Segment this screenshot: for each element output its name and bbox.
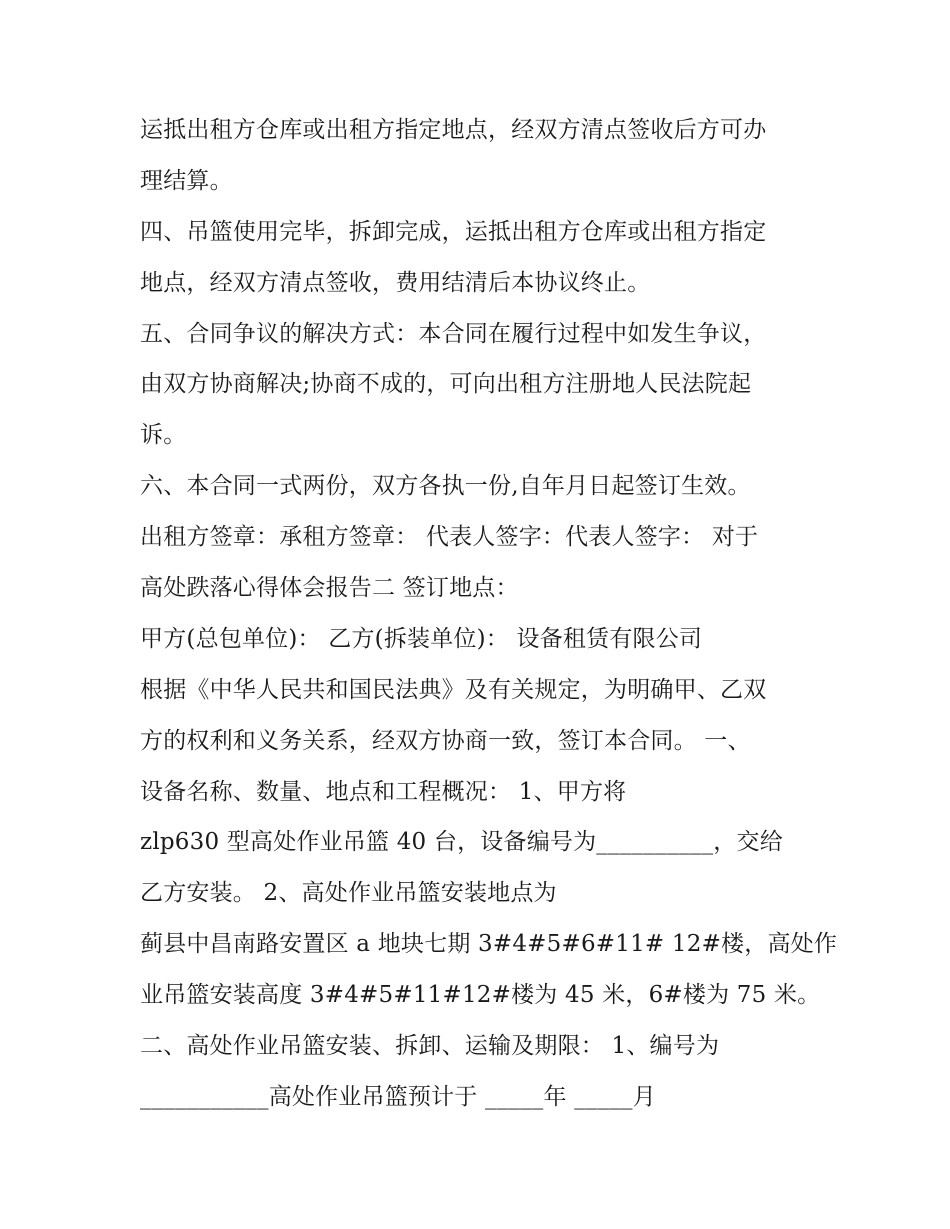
- text-line: 四、吊篮使用完毕，拆卸完成，运抵出租方仓库或出租方指定: [140, 218, 767, 245]
- text-line: 五、合同争议的解决方式：本合同在履行过程中如发生争议，: [140, 320, 767, 347]
- text-line: 诉。: [140, 422, 187, 449]
- text-line: 理结算。: [140, 167, 233, 194]
- text-line: 运抵出租方仓库或出租方指定地点，经双方清点签收后方可办: [140, 117, 767, 143]
- text-line: 根据《中华人民共和国民法典》及有关规定，为明确甲、乙双: [140, 676, 767, 703]
- text-line: 甲方(总包单位)： 乙方(拆装单位)： 设备租赁有限公司: [140, 625, 703, 652]
- text-line: 设备名称、数量、地点和工程概况： 1、甲方将: [140, 778, 627, 805]
- text-line: 由双方协商解决;协商不成的，可向出租方注册地人民法院起: [140, 371, 752, 398]
- text-line: 蓟县中昌南路安置区 a 地块七期 3#4#5#6#11# 12#楼，高处作: [140, 931, 838, 958]
- text-line: 六、本合同一式两份，双方各执一份,自年月日起签订生效。: [140, 473, 751, 500]
- text-line: 高处跌落心得体会报告二 签订地点：: [140, 575, 519, 602]
- text-line: 业吊篮安装高度 3#4#5#11#12#楼为 45 米，6#楼为 75 米。: [140, 982, 821, 1009]
- text-line: 二、高处作业吊篮安装、拆卸、运输及期限： 1、编号为: [140, 1033, 720, 1060]
- text-line: 出租方签章：承租方签章： 代表人签字：代表人签字： 对于: [140, 524, 759, 551]
- text-line: 乙方安装。 2、高处作业吊篮安装地点为: [140, 880, 557, 907]
- text-line: 地点，经双方清点签收，费用结清后本协议终止。: [140, 269, 651, 296]
- contract-text-body: [140, 105, 838, 1123]
- text-line: ___________高处作业吊篮预计于 _____年 _____月: [140, 1083, 656, 1110]
- text-line: zlp630 型高处作业吊篮 40 台，设备编号为__________，交给: [140, 829, 783, 856]
- text-line: 方的权利和义务关系，经双方协商一致，签订本合同。 一、: [140, 727, 751, 754]
